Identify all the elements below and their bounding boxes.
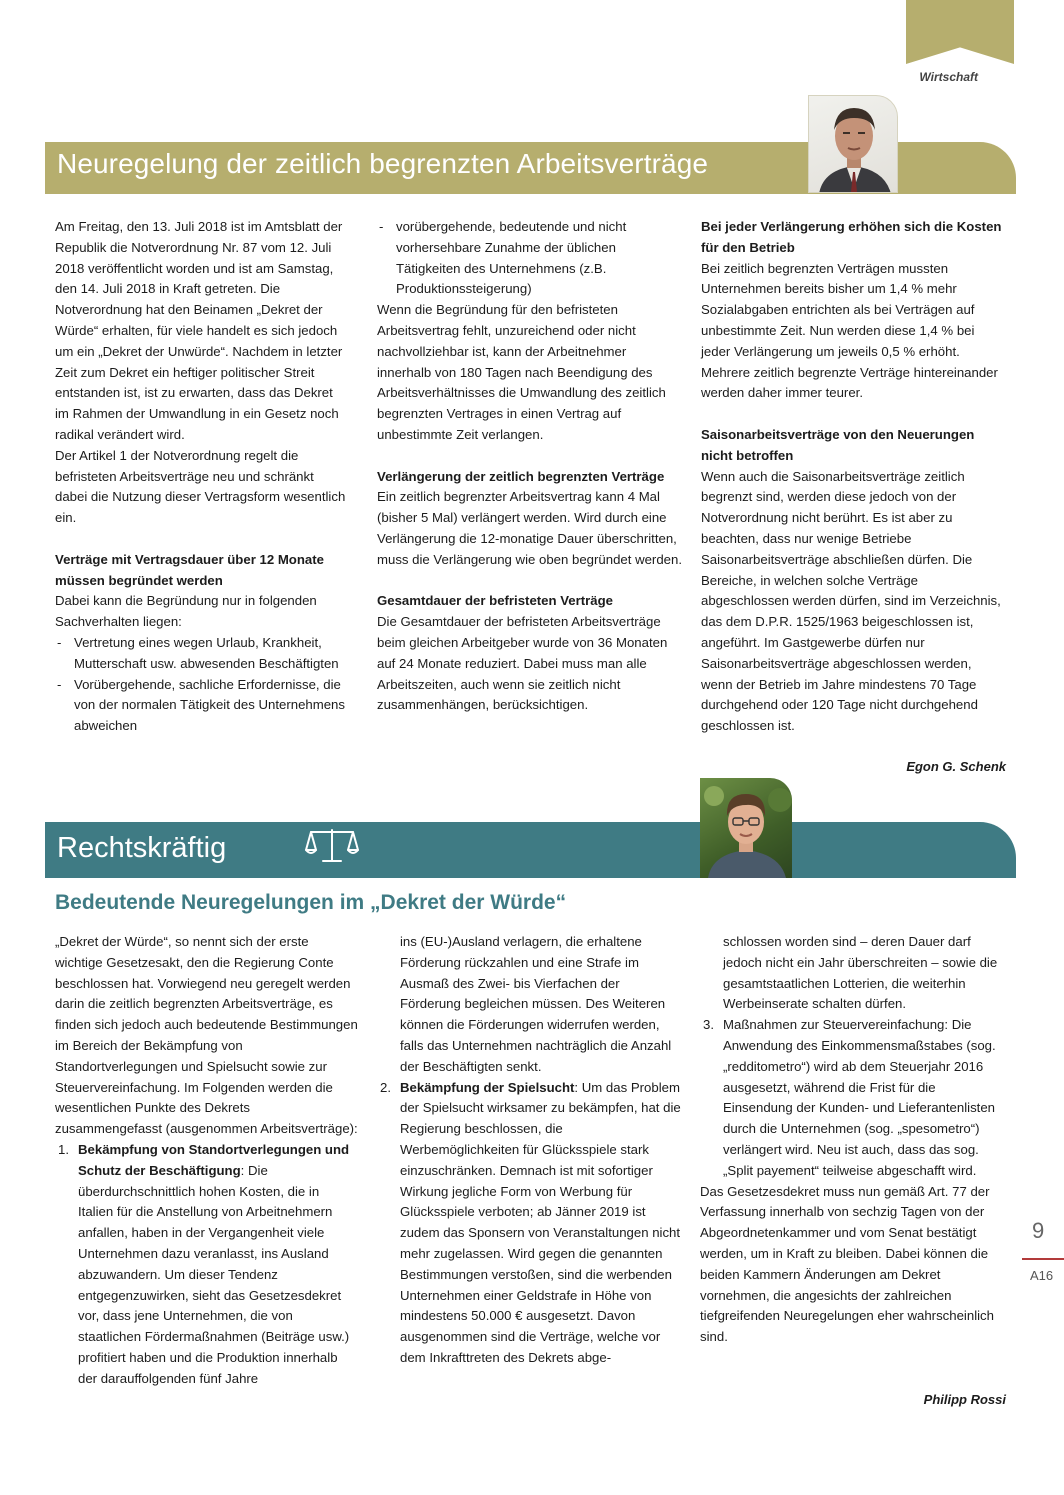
scales-icon [303,826,361,866]
paragraph: Wenn auch die Saisonarbeitsverträge zeitlich begrenzt sind, werden diese jedoch von der Notverordnung nicht berührt. Es ist aber zu beachten, dass nur wenige Betriebe Saisonarbeitsverträge abschließen dürfen. Die Bereiche, in welchen solche Verträge abgeschlossen werden dürfen, sind im Verzeichnis, das dem D.P.R. 1525/1963 beigeschlossen ist, angeführt. Im Gastgewerbe dürfen nur Saisonarbeitsverträge abgeschlossen werden, wenn der Betrieb im Jahre mindestens 70 Tage durchgehend oder 120 Tage nicht durchgehend geschlossen ist. [701,468,1001,734]
list-item-text: : Die überdurchschnittlich hohen Kosten, die in Italien für die Anstellung von Arbeitnehmern anfallen, haben in der Vergangenheit viele Unternehmen dazu veranlasst, ins Ausland abzuwandern. Um dieser Tendenz entgegenzuwirken, sieht das Gesetzesdekret vor, dass jene Unternehmen, die von staatlichen Fördermaßnahmen (Beiträge usw.) profitiert haben und die Produktion innerhalb der darauffolgenden fünf Jahre [78,1162,350,1386]
bullet-list [55,633,347,737]
section-label: Wirtschaft [919,70,978,84]
subheading: Saisonarbeitsverträge von den Neuerungen nicht betroffen [701,426,975,463]
portrait-egon-icon [809,96,898,193]
list-item: - vorübergehende, bedeutende und nicht vorhersehbare Zunahme der üblichen Tätigkeiten des Unternehmens (z.B. Produktionssteigerung) [377,217,682,300]
article2-subtitle: Bedeutende Neuregelungen im „Dekret der Würde“ [55,891,567,914]
list-item [700,1015,1007,1181]
numbered-list [377,1078,682,1369]
list-item [55,1140,358,1390]
paragraph: Bei zeitlich begrenzten Verträgen mussten Unternehmen bereits bisher um 1,4 % mehr Sozialabgaben entrichten als bei Verträgen auf unbestimmte Zeit. Nun werden diese 1,4 % bei jeder Verlängerung um jeweils 0,5 % erhöht. Mehrere zeitlich begrenzte Verträge hintereinander werden daher immer teurer. [701,260,998,401]
portrait-philipp-icon [700,778,792,878]
subheading: Gesamtdauer der befristeten Verträge [377,593,614,609]
list-item-label: Maßnahmen zur Steuervereinfachung [723,1017,945,1033]
article2-column-2 [377,932,682,1369]
numbered-list [55,1140,358,1390]
article1-column-3 [701,217,1006,737]
paragraph: ins (EU-)Ausland verlagern, die erhaltene Förderung rückzahlen und eine Strafe im Ausmaß des Zwei- bis Vierfachen der Förderung begleichen müssen. Des Weiteren können die Förderungen widerrufen werden, falls das Unternehmen nachträglich die Anzahl der Beschäftigten senkt. [400,934,672,1074]
paragraph: Die Gesamtdauer der befristeten Arbeitsverträge beim gleichen Arbeitgeber wurde von 36 Monaten auf 24 Monate reduziert. Dabei muss man alle Arbeitszeiten, auch wenn sie zeitlich nicht zusammenhängen, berücksichtigen. [377,614,668,713]
paragraph: Wenn die Begründung für den befristeten Arbeitsvertrag fehlt, unzureichend oder nicht nachvollziehbar ist, kann der Arbeitnehmer innerhalb von 180 Tagen nach Beendigung des Arbeitsverhältnisses die Umwandlung des zeitlich begrenzten Vertrages in einen Vertrag auf unbestimmte Zeit verlangen. [377,302,666,442]
article2-section-title: Rechtskräftig [57,832,227,864]
list-number: 2. [380,1079,391,1095]
paragraph: Ein zeitlich begrenzter Arbeitsvertrag kann 4 Mal (bisher 5 Mal) verlängert werden. Wird durch eine Verlängerung die 12-monatige Dauer überschritten, muss die Verlängerung wie oben begründet werden. [377,489,682,567]
article1-title: Neuregelung der zeitlich begrenzten Arbeitsverträge [57,148,709,179]
paragraph: Dabei kann die Begründung nur in folgenden Sachverhalten liegen: [55,593,317,630]
section-tab [906,0,1014,64]
subheading: Verträge mit Vertragsdauer über 12 Monate müssen begründet werden [55,551,324,588]
article1-column-2 [377,217,682,716]
list-number: 3. [703,1017,714,1033]
subheading: Verlängerung der zeitlich begrenzten Verträge [377,468,665,484]
paragraph: Das Gesetzesdekret muss nun gemäß Art. 77 der Verfassung innerhalb von sechzig Tagen von der Abgeordnetenkammer und vom Senat bestätigt werden, um in Kraft zu bleiben. Dabei können die beiden Kammern Änderungen am Dekret vornehmen, die angesichts der zahlreichen tiefgreifenden Neuregelungen eher wahrscheinlich sind. [700,1183,994,1345]
list-item: - Vorübergehende, sachliche Erfordernisse, die von der normalen Tätigkeit des Unternehmens abweichen [55,675,347,737]
page-number: 9 [1032,1218,1045,1243]
list-item: - Vertretung eines wegen Urlaub, Krankheit, Mutterschaft usw. abwesenden Beschäftigten [55,633,347,675]
list-item-label: Bekämpfung der Spielsucht [400,1079,575,1095]
paragraph: „Dekret der Würde“, so nennt sich der erste wichtige Gesetzesakt, den die Regierung Conte beschlossen hat. Vorwiegend neu geregelt werden darin die zeitlich begrenzten Arbeitsverträge, es finden sich jedoch auch bedeutende Bestimmungen im Bereich der Bekämpfung von Standortverlegungen und Spielsucht sowie zur Steuervereinfachung. Im Folgenden werden die wesentlichen Punkte des Dekrets zusammengefasst (ausgenommen Arbeitsverträge): [55,934,358,1137]
article1-column-1 [55,217,347,737]
article2-column-3 [700,932,1007,1348]
article2-column-1 [55,932,358,1390]
article1-author: Egon G. Schenk [906,759,1006,774]
list-number: 1. [58,1141,69,1157]
article2-banner [45,822,1016,878]
list-item-label: Bekämpfung von Standortverlegungen und Schutz der Beschäftigung [78,1141,350,1178]
page-divider [1022,1258,1064,1260]
list-item-text: : Die Anwendung des Einkommensmaßstabes (sog. „redditometro“) wird ab dem Steuerjahr 2016 ausgesetzt, während die Frist für die Einsendung der Kunden- und Lieferantenlisten durch die Unternehmen (sog. „spesometro“) verlängert wird. Neu ist auch, dass das sog. „Split payement“ teilweise abgeschafft wird. [723,1017,996,1178]
paragraph: schlossen worden sind – deren Dauer darf jedoch nicht ein Jahr überschreiten – sowie die gesamtstaatlichen Lotterien, die weiterhin Werbeinserate schalten dürfen. [723,934,998,1012]
page-code: A16 [1030,1268,1054,1283]
author1-photo [808,95,898,193]
list-item [377,1078,682,1369]
paragraph: Am Freitag, den 13. Juli 2018 ist im Amtsblatt der Republik die Notverordnung Nr. 87 vom 12. Juli 2018 veröffentlicht worden und ist am Samstag, den 14. Juli 2018 in Kraft getreten. Die Notverordnung hat den Beinamen „Dekret der Würde“ erhalten, für viele handelt es sich jedoch um ein „Dekret der Unwürde“. Nachdem in letzter Zeit zum Dekret ein heftiger politischer Streit entstanden ist, ist zu erwarten, dass das Dekret im Rahmen der Umwandlung in ein Gesetz noch radikal verändert wird. [55,219,343,442]
article2-author: Philipp Rossi [923,1392,1006,1407]
bullet-list [377,217,682,300]
numbered-list [700,1015,1007,1181]
author2-photo [700,778,792,878]
list-item-text: : Um das Problem der Spielsucht wirksamer zu bekämpfen, hat die Regierung beschlossen, die Werbemöglichkeiten für Glücksspiele stark einzuschränken. Demnach ist mit sofortiger Wirkung jegliche Form von Werbung für Glücksspiele verboten; ab Jänner 2019 ist zudem das Sponsern von Veranstaltungen nicht mehr zugelassen. Wird gegen die genannten Bestimmungen verstoßen, sind die werbenden Unternehmen einer Geldstrafe in Höhe von mindestens 50.000 € ausgesetzt. Davon ausgenommen sind die Verträge, welche vor dem Inkrafttreten des Dekrets abge- [400,1079,681,1365]
subheading: Bei jeder Verlängerung erhöhen sich die Kosten für den Betrieb [701,219,1002,255]
paragraph: Der Artikel 1 der Notverordnung regelt die befristeten Arbeitsverträge neu und schränkt dabei die Nutzung dieser Vertragsform wesentlich ein. [55,447,346,526]
